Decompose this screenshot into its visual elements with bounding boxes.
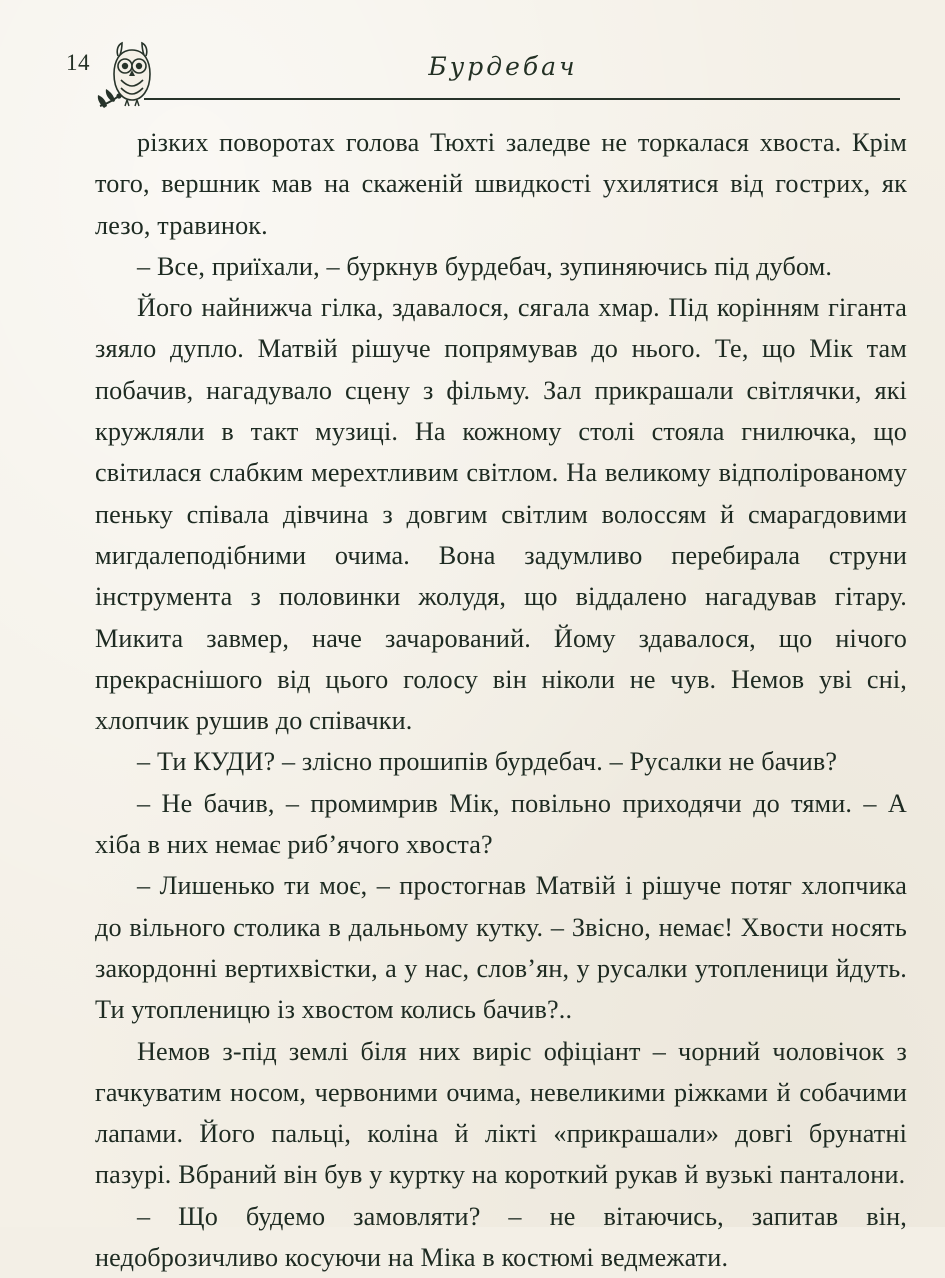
running-title: Бурдебач [428,52,578,81]
paragraph: Немов з-під землі біля них виріс офіціант – чорний чоловічок з гачкуватим носом, червоними очима, невеликими ріжками й собачими лапами. Його пальці, коліна й лікті «прикрашали» довгі брунатні пазурі. Вбраний він був у куртку на короткий рукав й вузькі панталони. [95,1036,907,1190]
paragraph: – Що будемо замовляти? – не вітаючись, запитав він, недоброзичливо косуючи на Міка в костюмі ведмежати. [95,1201,907,1273]
paragraph: – Лишенько ти моє, – простогнав Матвій і рішуче потяг хлопчика до вільного столика в дальньому кутку. – Звісно, немає! Хвости носять закордонні вертихвістки, а у нас, слов’ян, у русалки утопленици йдуть. Ти утопленицю із хвостом колись бачив?.. [95,871,907,1025]
page-body [95,122,907,1278]
paragraph: – Все, приїхали, – буркнув бурдебач, зупиняючись під дубом. [137,251,833,281]
paragraph: Його найнижча гілка, здавалося, сягала хмар. Під корінням гіганта зяяло дупло. Матвій рішуче попрямував до нього. Те, що Мік там побачив, нагадувало сцену з фільму. Зал прикрашали світлячки, які кружляли в такт музиці. На кожному столі стояла гнилючка, що світилася слабким мерехтливим світлом. На великому відполірованому пеньку співала дівчина з довгим світлим волоссям й смарагдовими мигдалеподібними очима. Вона задумливо перебирала струни інструмента з половинки жолудя, що віддалено нагадував гітару. Микита завмер, наче зачарований. Йому здавалося, що нічого прекраснішого від цього голосу він ніколи не чув. Немов уві сні, хлопчик рушив до співачки. [95,293,907,736]
paragraph: – Не бачив, – промимрив Мік, повільно приходячи до тями. – А хіба в них немає риб’ячого хвоста? [95,788,907,860]
paragraph: – Ти КУДИ? – злісно прошипів бурдебач. – Русалки не бачив? [137,747,838,777]
paragraph: різких поворотах голова Тюхті заледве не торкалася хвоста. Крім того, вершник мав на скаженій швидкості ухилятися від гострих, як лезо, травинок. [95,128,907,240]
page-number: 14 [66,50,90,75]
page-header [66,40,900,110]
header-rule [144,98,900,100]
